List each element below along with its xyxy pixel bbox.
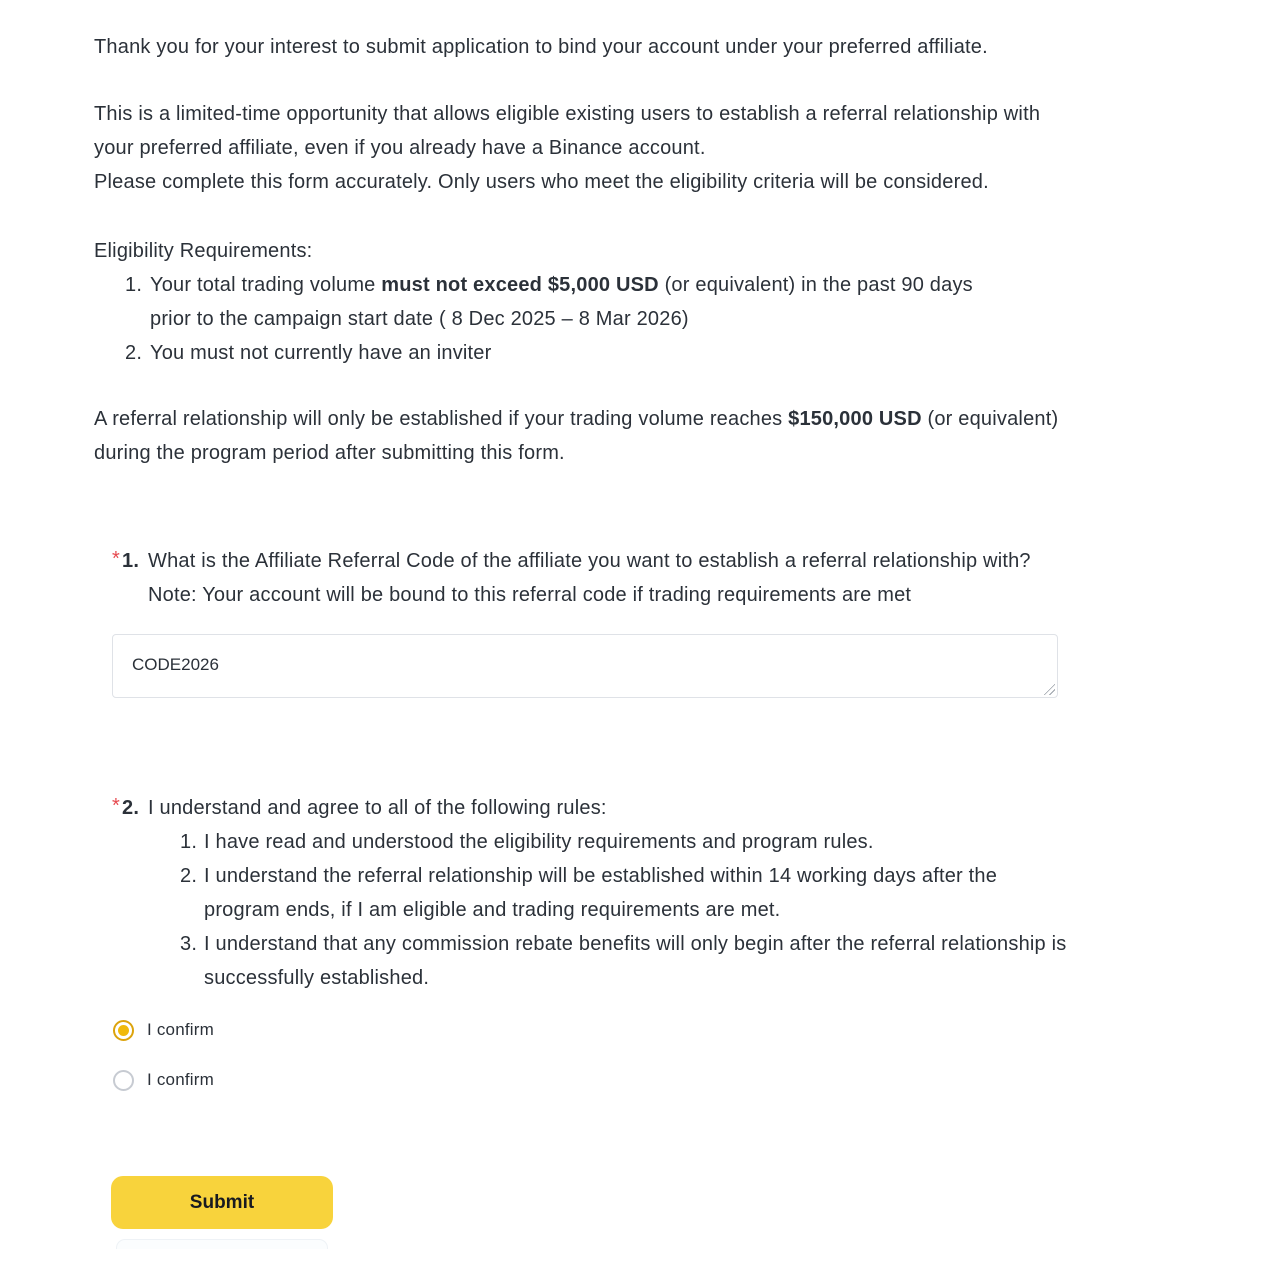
confirm-option-1[interactable] [113,1013,1076,1047]
eligibility-section [94,234,1076,370]
eligibility-item-2-text: You must not currently have an inviter [150,342,492,364]
question-2-rules [94,825,1076,995]
question-2-text: I understand and agree to all of the following rules: [148,797,607,819]
intro-paragraph-1: Thank you for your interest to submit application to bind your account under your preferred affiliate. [94,36,988,58]
confirm-option-2-label: I confirm [147,1070,214,1089]
eligibility-item-1-bold: must not exceed $5,000 USD [381,274,659,296]
rule-1-number: 1. [180,831,198,853]
intro-paragraph-2 [94,97,1076,199]
question-2-number: 2. [122,797,140,819]
rule-item-2 [94,859,1076,927]
question-1-header [94,544,1076,612]
question-2-header [94,791,1076,825]
eligibility-item-1-number: 1. [125,274,143,296]
rule-3-text: I understand that any commission rebate benefits will only begin after the referral relationship is successfully established. [204,933,1067,989]
confirm-option-1-label: I confirm [147,1020,214,1039]
referral-threshold-bold: $150,000 USD [788,408,922,430]
submit-button[interactable]: Submit [111,1176,333,1229]
radio-button-confirm-1[interactable] [113,1020,134,1041]
question-1-number: 1. [122,550,140,572]
eligibility-heading: Eligibility Requirements: [94,240,313,262]
confirm-option-2[interactable] [113,1063,1076,1097]
rule-item-1 [94,825,1076,859]
eligibility-item-2-number: 2. [125,342,143,364]
eligibility-item-2 [94,336,1076,370]
cut-off-element [116,1239,328,1249]
rule-2-text: I understand the referral relationship will be established within 14 working days after the program ends, if I am eligible and trading requirements are met. [204,865,998,921]
referral-code-textarea[interactable] [112,634,1058,698]
question-1-text: What is the Affiliate Referral Code of the affiliate you want to establish a referral relationship with? [148,550,1031,572]
question-1-note: Note: Your account will be bound to this referral code if trading requirements are met [148,584,912,606]
required-asterisk: * [112,548,120,570]
radio-button-confirm-2[interactable] [113,1070,134,1091]
intro-paragraph-2-line2: Please complete this form accurately. Only users who meet the eligibility criteria will be considered. [94,171,989,193]
required-asterisk: * [112,795,120,817]
rule-3-number: 3. [180,933,198,955]
referral-threshold-paragraph: A referral relationship will only be established if your trading volume reaches $150,000 USD (or equivalent) during the program period after submitting this form. [94,408,1059,464]
confirm-options [113,1013,1076,1097]
eligibility-item-1 [94,268,1076,336]
eligibility-item-1-text: Your total trading volume must not exceed $5,000 USD (or equivalent) in the past 90 days prior to the campaign start date ( 8 Dec 2025 – 8 Mar 2026) [150,274,973,330]
rule-1-text: I have read and understood the eligibility requirements and program rules. [204,831,874,853]
rule-2-number: 2. [180,865,198,887]
intro-paragraph-2-line1: This is a limited-time opportunity that allows eligible existing users to establish a referral relationship with your preferred affiliate, even if you already have a Binance account. [94,103,1041,159]
rule-item-3 [94,927,1076,995]
referral-code-field-wrap [112,634,1058,698]
